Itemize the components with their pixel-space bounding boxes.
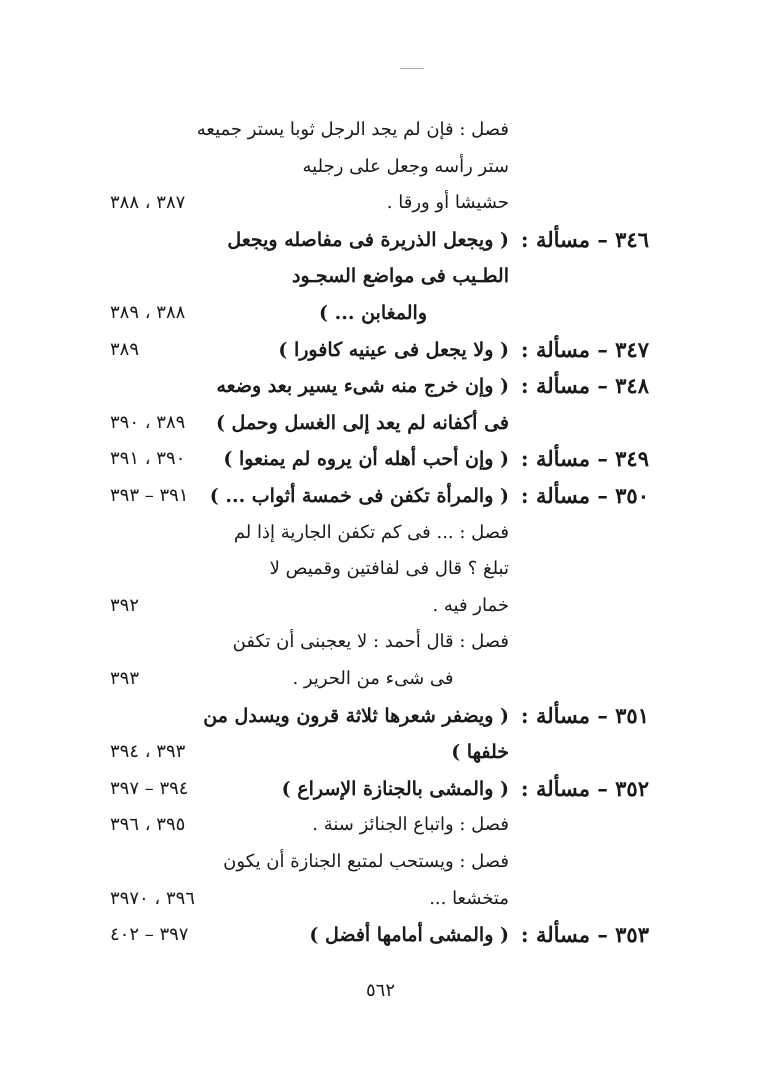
entry-text: تبلغ ؟ قال فى لفافتين وقميص لا bbox=[269, 558, 509, 580]
index-row bbox=[0, 734, 761, 770]
page-reference: ٣٩٧ – ٤٠٢ bbox=[110, 924, 189, 946]
issue-number: ٣٤٨ – مسألة : bbox=[520, 373, 649, 399]
entry-text: فى شىء من الحرير . bbox=[292, 668, 454, 689]
page-reference: ٣٩٠ ، ٣٩١ bbox=[110, 448, 186, 470]
index-row bbox=[0, 368, 761, 404]
entry-text: ( ويضفر شعرها ثلاثة قرون ويسدل من bbox=[203, 704, 509, 727]
index-row bbox=[0, 332, 761, 368]
index-row bbox=[0, 405, 761, 441]
index-row bbox=[0, 185, 761, 221]
entry-text: فصل : قال أحمد : لا يعجبنى أن تكفن bbox=[232, 631, 509, 653]
index-row bbox=[0, 624, 761, 660]
entry-text: متخشعا ... bbox=[429, 887, 509, 909]
index-row bbox=[0, 771, 761, 807]
page-reference: ٣٨٩ bbox=[110, 338, 140, 360]
entry-text: فصل : ويستحب لمتبع الجنازة أن يكون bbox=[223, 851, 509, 872]
page-reference: ٣٩٦ ، ٣٩٧٠ bbox=[110, 887, 195, 909]
entry-text: فصل : فإن لم يجد الرجل ثوبا يستر جميعه bbox=[196, 119, 509, 140]
index-row bbox=[0, 112, 761, 148]
index-row bbox=[0, 149, 761, 185]
page-reference: ٣٩٤ – ٣٩٧ bbox=[110, 777, 189, 799]
page-reference: ٣٩٢ bbox=[110, 594, 140, 616]
entry-text: ستر رأسه وجعل على رجليه bbox=[302, 155, 509, 177]
index-row bbox=[0, 258, 761, 294]
issue-number: ٣٥٢ – مسألة : bbox=[520, 775, 649, 801]
issue-number: ٣٥١ – مسألة : bbox=[520, 702, 649, 728]
page-reference: ٣٨٨ ، ٣٨٩ bbox=[110, 302, 186, 323]
index-row bbox=[0, 478, 761, 514]
entry-text: خلفها ) bbox=[451, 741, 509, 764]
page-reference: ٣٨٧ ، ٣٨٨ bbox=[110, 192, 186, 214]
index-row bbox=[0, 551, 761, 587]
index-row bbox=[0, 441, 761, 477]
issue-number: ٣٤٩ – مسألة : bbox=[520, 446, 649, 472]
entry-text: ( وإن أحب أهله أن يروه لم يمنعوا ) bbox=[223, 448, 509, 471]
entry-text: ( ويجعل الذريرة فى مفاصله ويجعل bbox=[227, 228, 509, 251]
page-reference: ٣٩٣ bbox=[110, 668, 140, 689]
index-row bbox=[0, 295, 761, 331]
page-reference: ٣٩٥ ، ٣٩٦ bbox=[110, 814, 186, 836]
entry-text: ( ولا يجعل فى عينيه كافورا ) bbox=[278, 338, 509, 361]
entry-text: ( والمشى أمامها أفضل ) bbox=[309, 924, 509, 947]
entry-text: ( وإن خرج منه شىء يسير بعد وضعه bbox=[216, 375, 509, 398]
entry-text: فصل : ... فى كم تكفن الجارية إذا لم bbox=[233, 521, 509, 543]
index-row bbox=[0, 807, 761, 843]
issue-number: ٣٤٧ – مسألة : bbox=[520, 336, 649, 362]
entry-text: فصل : واتباع الجنائز سنة . bbox=[312, 814, 509, 836]
issue-number: ٣٥٣ – مسألة : bbox=[520, 922, 649, 948]
entry-text: حشيشا أو ورقا . bbox=[386, 192, 509, 214]
index-row bbox=[0, 844, 761, 880]
page-reference: ٣٩١ – ٣٩٣ bbox=[110, 485, 189, 506]
issue-number: ٣٥٠ – مسألة : bbox=[520, 483, 649, 508]
entry-text: الطـيب فى مواضع السجـود bbox=[291, 265, 509, 288]
index-row bbox=[0, 588, 761, 624]
entry-text: خمار فيه . bbox=[432, 594, 509, 616]
index-row bbox=[0, 881, 761, 917]
index-row bbox=[0, 661, 761, 697]
index-row bbox=[0, 698, 761, 734]
index-row bbox=[0, 515, 761, 551]
top-mark bbox=[400, 68, 424, 69]
page-number: ٥٦٢ bbox=[365, 980, 395, 1001]
entry-text: ( والمشى بالجنازة الإسراع ) bbox=[281, 777, 509, 800]
page-reference: ٣٨٩ ، ٣٩٠ bbox=[110, 411, 186, 433]
index-row bbox=[0, 222, 761, 258]
entry-text: والمغابن ... ) bbox=[319, 302, 427, 324]
issue-number: ٣٤٦ – مسألة : bbox=[520, 226, 649, 252]
entry-text: ( والمرأة تكفن فى خمسة أثواب ... ) bbox=[209, 485, 509, 507]
entry-text: فى أكفانه لم يعد إلى الغسل وحمل ) bbox=[215, 411, 509, 434]
page-reference: ٣٩٣ ، ٣٩٤ bbox=[110, 741, 186, 763]
index-row bbox=[0, 917, 761, 953]
